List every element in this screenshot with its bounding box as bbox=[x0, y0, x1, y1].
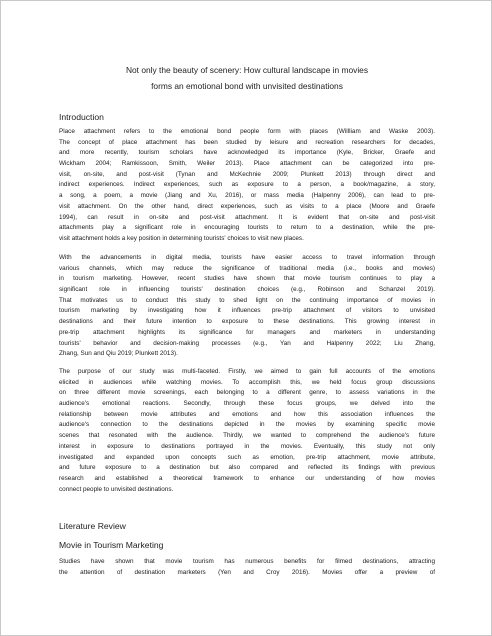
text-line: elicited in audiences while watching movies. To accomplish this, we held focus group discussions bbox=[59, 378, 435, 386]
text-line: 1994), can result in on-site and post-visit attachment. It is evident that on-site and post-visit bbox=[59, 213, 435, 221]
text-line: pre-trip attachment highlights its significance for managers and marketers in understanding bbox=[59, 328, 435, 336]
title-line: Not only the beauty of scenery: How cultural landscape in movies bbox=[125, 65, 369, 75]
text-line: visit attachment. On the other hand, direct experiences, such as visits to a place (Moore and Graefe bbox=[59, 202, 435, 210]
text-line: scenes that resonated with the audience. Thirdly, we wanted to comprehend the audience's future bbox=[59, 432, 435, 440]
text-line: Wickham 2004; Ramkissoon, Smith, Weiler 2013). Place attachment can be categorized into pre- bbox=[59, 160, 435, 168]
text-line: the attention of destination marketers (Yen and Croy 2016). Movies offer a preview of bbox=[59, 568, 435, 576]
text-line: connect people to unvisited destinations. bbox=[59, 485, 174, 493]
text-line: visit, on-site, and post-visit (Tynan and McKechnie 2009; Plunkett 2013) through direct and bbox=[59, 170, 435, 178]
introduction-heading: Introduction bbox=[59, 112, 104, 122]
text-line: relationship between movie attributes and emotions and how this association influences the bbox=[59, 410, 435, 418]
text-line: and future exposure to a destination but also compared and reflected its findings with previous bbox=[59, 464, 435, 472]
literature-review-heading: Literature Review bbox=[59, 521, 126, 531]
text-line: Place attachment refers to the emotional bond people form with places (Willliam and Waske 2003). bbox=[59, 128, 435, 135]
text-line: That motivates us to conduct this study to shed light on the continuing importance of movies in bbox=[59, 296, 435, 304]
paragraph-1 bbox=[59, 127, 435, 245]
text-line: With the advancements in digital media, tourists have easier access to travel information through bbox=[59, 254, 435, 261]
text-line: on three different movie screenings, each belonging to a different genre, to assess variations in the bbox=[59, 389, 435, 397]
text-line: destinations and their future intention to exposure to these destinations. This growing interest in bbox=[59, 318, 435, 326]
text-line: significant role in influencing tourists' destination choices (e.g., Robinson and Schanzel 2019). bbox=[59, 286, 435, 294]
text-line: visit attachment holds a key position in determining tourists' choices to visit new places. bbox=[59, 234, 304, 242]
paragraph-2 bbox=[59, 253, 435, 360]
text-line: tourism marketing by investigating how it influences pre-trip attachment of visitors to unvisited bbox=[59, 307, 435, 315]
text-line: The concept of place attachment has been studied by leisure and recreation researchers for decades, bbox=[59, 138, 435, 146]
text-line: investigated and expanded upon concepts such as emotion, pre-trip attachment, movie attribute, bbox=[59, 453, 435, 461]
paragraph-4 bbox=[59, 557, 435, 578]
movie-tourism-subheading: Movie in Tourism Marketing bbox=[59, 540, 164, 550]
text-line: a song, a poem, a movie (Jiang and Xu, 2016), or mass media (Halpenny 2006), can lead to pre- bbox=[59, 192, 435, 200]
text-line: tourists' behavior and decision-making processes (e.g., Yan and Halpenny 2022; Liu Zhang, bbox=[59, 339, 435, 347]
text-line: The purpose of our study was multi-faceted. Firstly, we aimed to gain full accounts of the emotions bbox=[59, 368, 435, 375]
text-line: interest in exposure to destinations portrayed in the movies. Eventually, this study not only bbox=[59, 442, 435, 450]
title-line: forms an emotional bond with unvisited destinations bbox=[151, 81, 343, 91]
text-line: research and established a theoretical framework to enhance our understanding of how movies bbox=[59, 474, 435, 482]
text-line: attachments play a significant role in encouraging tourists to return to a destination, while the pre- bbox=[59, 224, 435, 232]
text-line: Zhang, Sun and Qiu 2019; Plunkett 2013). bbox=[59, 350, 178, 358]
text-line: in tourism marketing. However, recent studies have shown that movie tourism continues to play a bbox=[59, 275, 435, 283]
text-line: Studies have shown that movie tourism has numerous benefits for filmed destinations, attracting bbox=[59, 558, 435, 565]
text-line: audience's emotional reactions. Secondly, through these focus groups, we delved into the bbox=[59, 400, 435, 408]
paragraph-3 bbox=[59, 367, 435, 495]
paper-title bbox=[41, 62, 453, 94]
text-line: and more recently, tourism scholars have acknowledged its importance (Kyle, Bricker, Graefe and bbox=[59, 149, 435, 157]
text-line: various channels, which may reduce the significance of traditional media (i.e., books and movies) bbox=[59, 264, 435, 272]
text-line: indirect experiences. Indirect experiences, such as exposure to a person, a book/magazine, a story, bbox=[59, 181, 435, 189]
text-line: audience's connection to the destinations depicted in the movies by examining specific movie bbox=[59, 421, 435, 429]
